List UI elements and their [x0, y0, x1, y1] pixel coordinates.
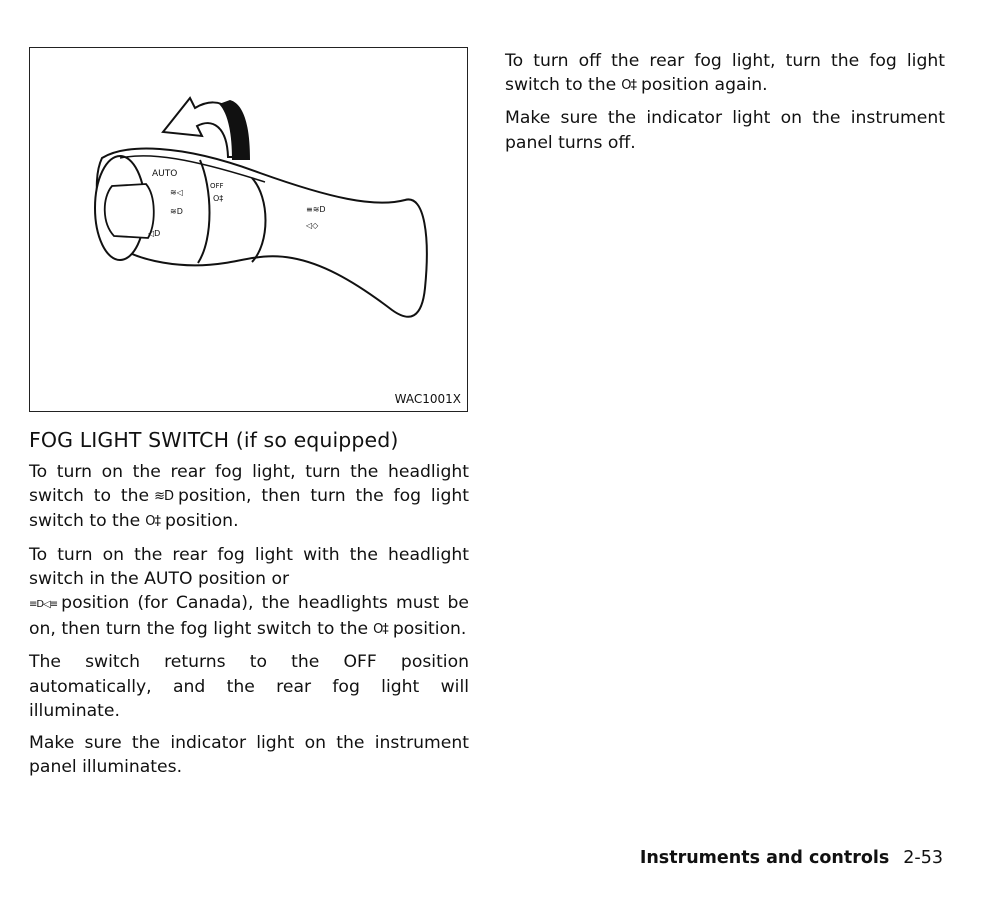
rear-fog-icon: O‡: [621, 78, 636, 94]
parking-light-icon: ≡D◁≡: [29, 599, 58, 611]
headlight-stalk-drawing: [30, 48, 467, 411]
svg-text:≡≋D: ≡≋D: [306, 205, 326, 214]
rear-fog-icon: O‡: [145, 514, 160, 530]
rear-fog-icon: O‡: [373, 622, 388, 638]
paragraph-indicator-off: Make sure the indicator light on the instrument panel turns off.: [505, 108, 945, 153]
figure-code: WAC1001X: [394, 392, 461, 406]
svg-text:◁D: ◁D: [148, 229, 161, 238]
paragraph-switch-returns: The switch returns to the OFF position automatically, and the rear fog light will illuminate.: [29, 652, 469, 721]
section-heading: FOG LIGHT SWITCH (if so equipped): [29, 428, 399, 452]
svg-text:O‡: O‡: [213, 194, 224, 203]
page-footer: [640, 848, 943, 868]
headlight-on-icon: ≋D: [154, 489, 173, 505]
paragraph-auto-position: To turn on the rear fog light with the headlight switch in the AUTO position or ≡D◁≡ position (for Canada), the headlights must be on, then turn the fog light switch to the O‡ position.: [29, 543, 469, 643]
footer-section-title: Instruments and controls: [639, 848, 890, 868]
paragraph-indicator-on: Make sure the indicator light on the instrument panel illuminates.: [29, 733, 469, 778]
paragraph-turn-on: To turn on the rear fog light, turn the headlight switch to the ≋D position, then turn the fog light switch to the O‡ position.: [29, 460, 469, 535]
left-column: [29, 460, 469, 787]
svg-text:◁◇: ◁◇: [306, 221, 319, 230]
svg-text:≋D: ≋D: [170, 207, 183, 216]
right-column: [505, 49, 945, 163]
stalk-label-auto: AUTO: [152, 169, 178, 179]
figure-illustration: [29, 47, 468, 412]
svg-text:≋◁: ≋◁: [170, 188, 183, 197]
page-number: 2-53: [903, 848, 943, 868]
paragraph-turn-off: To turn off the rear fog light, turn the fog light switch to the O‡ position again.: [505, 49, 945, 98]
stalk-label-off: OFF: [210, 182, 224, 190]
